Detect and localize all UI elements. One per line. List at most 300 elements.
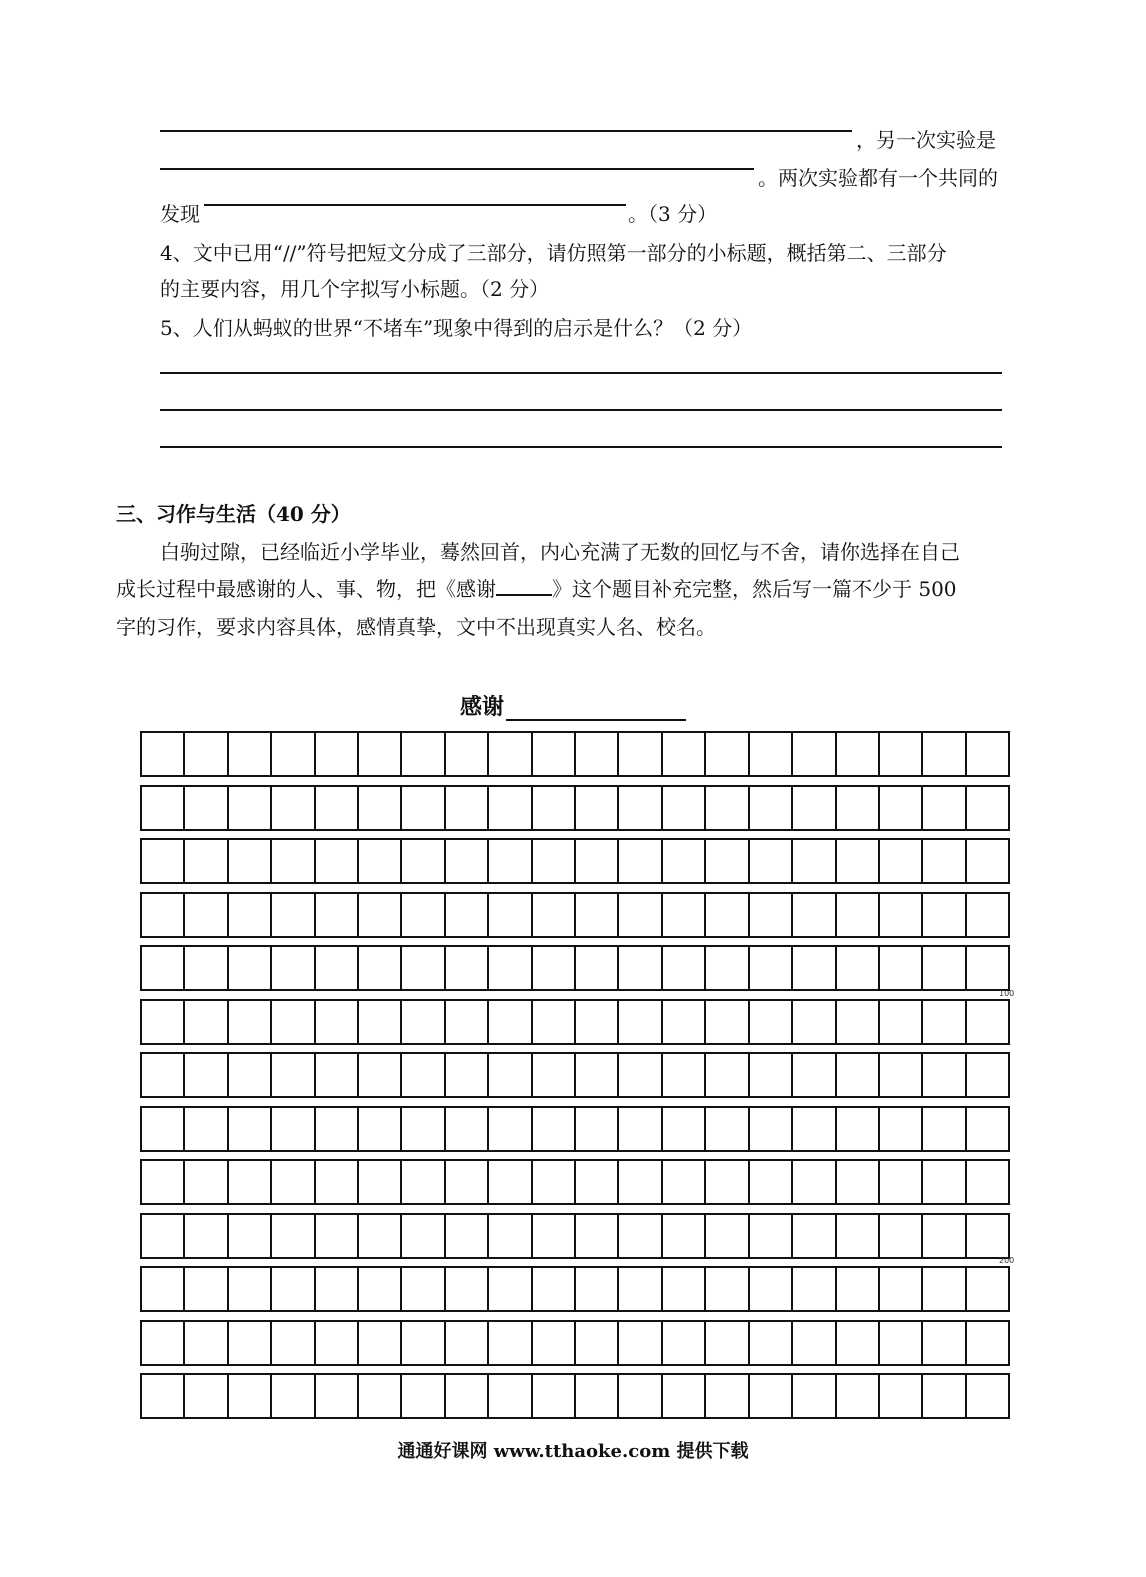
q5-answer-line-3[interactable]: [160, 446, 1002, 448]
grid-cell[interactable]: [967, 733, 1008, 775]
grid-cell[interactable]: [923, 840, 966, 882]
grid-cell[interactable]: [402, 1108, 445, 1150]
grid-cell[interactable]: [923, 1001, 966, 1043]
grid-row: [140, 1106, 1010, 1152]
grid-cell[interactable]: [359, 1322, 402, 1364]
grid-cell[interactable]: [706, 894, 749, 936]
grid-cell[interactable]: [967, 787, 1008, 829]
grid-cell[interactable]: [793, 787, 836, 829]
grid-cell[interactable]: [533, 1054, 576, 1096]
grid-cell[interactable]: [576, 1322, 619, 1364]
grid-cell[interactable]: [793, 1054, 836, 1096]
marker-100: 100: [999, 989, 1015, 998]
grid-cell[interactable]: [923, 1108, 966, 1150]
grid-cell[interactable]: [359, 1375, 402, 1417]
grid-cell[interactable]: [923, 894, 966, 936]
grid-cell[interactable]: [229, 947, 272, 989]
grid-cell[interactable]: [837, 1054, 880, 1096]
grid-cell[interactable]: [359, 1268, 402, 1310]
grid-cell[interactable]: [576, 1215, 619, 1257]
grid-cell[interactable]: [185, 1108, 228, 1150]
grid-cell[interactable]: [967, 840, 1008, 882]
grid-cell[interactable]: [185, 1161, 228, 1203]
grid-cell[interactable]: [706, 1322, 749, 1364]
grid-cell[interactable]: [142, 787, 185, 829]
grid-cell[interactable]: [880, 1161, 923, 1203]
grid-cell[interactable]: [923, 947, 966, 989]
grid-cell[interactable]: [750, 947, 793, 989]
grid-cell[interactable]: [272, 894, 315, 936]
grid-cell[interactable]: [229, 1001, 272, 1043]
grid-cell[interactable]: [619, 1375, 662, 1417]
grid-cell[interactable]: [229, 1268, 272, 1310]
grid-cell[interactable]: [316, 1322, 359, 1364]
grid-cell[interactable]: [489, 1001, 532, 1043]
grid-cell[interactable]: [229, 840, 272, 882]
grid-cell[interactable]: [576, 787, 619, 829]
grid-cell[interactable]: [185, 733, 228, 775]
grid-cell[interactable]: [359, 733, 402, 775]
grid-cell[interactable]: [533, 1322, 576, 1364]
grid-cell[interactable]: [316, 1375, 359, 1417]
grid-cell[interactable]: [359, 1215, 402, 1257]
grid-cell[interactable]: [446, 787, 489, 829]
grid-cell[interactable]: [793, 733, 836, 775]
grid-cell[interactable]: [880, 787, 923, 829]
grid-cell[interactable]: [923, 733, 966, 775]
grid-cell[interactable]: [229, 1161, 272, 1203]
grid-cell[interactable]: [359, 1001, 402, 1043]
grid-cell[interactable]: [359, 840, 402, 882]
section-3-para-line-2: [116, 576, 957, 601]
grid-cell[interactable]: [185, 1268, 228, 1310]
grid-cell[interactable]: [316, 840, 359, 882]
grid-cell[interactable]: [750, 1375, 793, 1417]
grid-cell[interactable]: [750, 1108, 793, 1150]
grid-cell[interactable]: [880, 1215, 923, 1257]
grid-cell[interactable]: [837, 1001, 880, 1043]
grid-cell[interactable]: [793, 1375, 836, 1417]
grid-cell[interactable]: [142, 947, 185, 989]
grid-cell[interactable]: [750, 1001, 793, 1043]
grid-cell[interactable]: [185, 1215, 228, 1257]
grid-cell[interactable]: [533, 1161, 576, 1203]
grid-row: [140, 1373, 1010, 1419]
grid-cell[interactable]: [967, 1161, 1008, 1203]
grid-cell[interactable]: [316, 1108, 359, 1150]
grid-cell[interactable]: [880, 1108, 923, 1150]
grid-cell[interactable]: [880, 1001, 923, 1043]
grid-cell[interactable]: [142, 894, 185, 936]
marker-200: 200: [999, 1256, 1015, 1265]
grid-cell[interactable]: [229, 1322, 272, 1364]
q5-text: 5、人们从蚂蚁的世界“不堵车”现象中得到的启示是什么？（2 分）: [160, 316, 753, 340]
grid-cell[interactable]: [880, 1268, 923, 1310]
grid-cell[interactable]: [272, 1215, 315, 1257]
grid-cell[interactable]: [316, 1001, 359, 1043]
q3-answer-line-2[interactable]: [160, 168, 754, 170]
grid-cell[interactable]: [619, 947, 662, 989]
para-line-2-part-a: 成长过程中最感谢的人、事、物，把《感谢: [116, 577, 496, 601]
q3-line2-suffix: 。两次实验都有一个共同的: [758, 166, 998, 190]
grid-cell[interactable]: [967, 1001, 1008, 1043]
grid-cell[interactable]: [446, 733, 489, 775]
grid-cell[interactable]: [706, 840, 749, 882]
grid-cell[interactable]: [619, 787, 662, 829]
grid-cell[interactable]: [967, 1375, 1008, 1417]
grid-cell[interactable]: [663, 840, 706, 882]
grid-cell[interactable]: [402, 1161, 445, 1203]
grid-cell[interactable]: [533, 1001, 576, 1043]
grid-cell[interactable]: [619, 1001, 662, 1043]
grid-cell[interactable]: [359, 787, 402, 829]
grid-cell[interactable]: [663, 947, 706, 989]
grid-cell[interactable]: [576, 894, 619, 936]
grid-row: [140, 1320, 1010, 1366]
grid-cell[interactable]: [663, 894, 706, 936]
grid-row: [140, 892, 1010, 938]
grid-cell[interactable]: [272, 947, 315, 989]
grid-cell[interactable]: [706, 1001, 749, 1043]
grid-cell[interactable]: [880, 894, 923, 936]
grid-cell[interactable]: [706, 1375, 749, 1417]
grid-cell[interactable]: [706, 1161, 749, 1203]
grid-row: [140, 785, 1010, 831]
grid-cell[interactable]: [142, 1322, 185, 1364]
grid-cell[interactable]: [229, 733, 272, 775]
grid-cell[interactable]: [272, 840, 315, 882]
grid-cell[interactable]: [272, 1375, 315, 1417]
grid-cell[interactable]: [793, 1001, 836, 1043]
grid-cell[interactable]: [489, 1375, 532, 1417]
grid-cell[interactable]: [489, 1268, 532, 1310]
grid-cell[interactable]: [967, 947, 1008, 989]
grid-cell[interactable]: [837, 1322, 880, 1364]
grid-cell[interactable]: [576, 1108, 619, 1150]
grid-cell[interactable]: [793, 840, 836, 882]
grid-cell[interactable]: [663, 1375, 706, 1417]
grid-cell[interactable]: [750, 1215, 793, 1257]
grid-cell[interactable]: [229, 1375, 272, 1417]
grid-cell[interactable]: [142, 1375, 185, 1417]
grid-cell[interactable]: [619, 1215, 662, 1257]
grid-cell[interactable]: [793, 1268, 836, 1310]
grid-cell[interactable]: [446, 1375, 489, 1417]
grid-cell[interactable]: [533, 1108, 576, 1150]
grid-cell[interactable]: [576, 1001, 619, 1043]
grid-cell[interactable]: [446, 894, 489, 936]
grid-cell[interactable]: [272, 1001, 315, 1043]
grid-cell[interactable]: [402, 787, 445, 829]
grid-cell[interactable]: [402, 1268, 445, 1310]
grid-cell[interactable]: [576, 1054, 619, 1096]
grid-cell[interactable]: [706, 1108, 749, 1150]
grid-cell[interactable]: [359, 1161, 402, 1203]
grid-cell[interactable]: [316, 894, 359, 936]
grid-cell[interactable]: [142, 1054, 185, 1096]
grid-cell[interactable]: [923, 1375, 966, 1417]
grid-cell[interactable]: [967, 1322, 1008, 1364]
grid-cell[interactable]: [359, 894, 402, 936]
grid-cell[interactable]: [750, 787, 793, 829]
grid-cell[interactable]: [837, 840, 880, 882]
grid-cell[interactable]: [967, 1268, 1008, 1310]
grid-cell[interactable]: [750, 1268, 793, 1310]
grid-cell[interactable]: [837, 1108, 880, 1150]
grid-cell[interactable]: [576, 947, 619, 989]
grid-cell[interactable]: [229, 894, 272, 936]
grid-cell[interactable]: [142, 840, 185, 882]
grid-cell[interactable]: [533, 1215, 576, 1257]
grid-cell[interactable]: [793, 1108, 836, 1150]
grid-cell[interactable]: [663, 1322, 706, 1364]
grid-cell[interactable]: [272, 1322, 315, 1364]
essay-title-text: 感谢: [460, 694, 505, 720]
grid-cell[interactable]: [142, 1001, 185, 1043]
grid-cell[interactable]: [880, 733, 923, 775]
grid-cell[interactable]: [316, 787, 359, 829]
grid-cell[interactable]: [316, 1215, 359, 1257]
q4-line-1: 4、文中已用“//”符号把短文分成了三部分，请仿照第一部分的小标题，概括第二、三部分: [160, 241, 947, 265]
grid-cell[interactable]: [446, 1268, 489, 1310]
grid-cell[interactable]: [663, 1108, 706, 1150]
grid-cell[interactable]: [142, 733, 185, 775]
grid-row: [140, 999, 1010, 1045]
grid-cell[interactable]: [533, 733, 576, 775]
grid-cell[interactable]: [489, 1215, 532, 1257]
grid-row: [140, 1266, 1010, 1312]
grid-cell[interactable]: [923, 1215, 966, 1257]
grid-cell[interactable]: [619, 840, 662, 882]
section-3-para-line-3: 字的习作，要求内容具体，感情真挚，文中不出现真实人名、校名。: [116, 615, 716, 639]
grid-cell[interactable]: [272, 1054, 315, 1096]
grid-cell[interactable]: [272, 787, 315, 829]
grid-cell[interactable]: [185, 1001, 228, 1043]
q4-line-2: 的主要内容，用几个字拟写小标题。（2 分）: [160, 277, 550, 301]
grid-cell[interactable]: [446, 1215, 489, 1257]
grid-cell[interactable]: [837, 1215, 880, 1257]
grid-cell[interactable]: [663, 733, 706, 775]
grid-cell[interactable]: [750, 894, 793, 936]
q3-answer-line-1[interactable]: [160, 130, 852, 132]
grid-cell[interactable]: [533, 1375, 576, 1417]
grid-cell[interactable]: [793, 1161, 836, 1203]
grid-cell[interactable]: [489, 787, 532, 829]
grid-cell[interactable]: [706, 947, 749, 989]
grid-cell[interactable]: [706, 787, 749, 829]
grid-cell[interactable]: [619, 733, 662, 775]
title-blank[interactable]: [496, 576, 552, 596]
grid-cell[interactable]: [272, 1108, 315, 1150]
grid-cell[interactable]: [359, 1108, 402, 1150]
grid-cell[interactable]: [402, 840, 445, 882]
grid-cell[interactable]: [793, 1322, 836, 1364]
grid-cell[interactable]: [489, 894, 532, 936]
grid-cell[interactable]: [750, 840, 793, 882]
grid-cell[interactable]: [489, 1054, 532, 1096]
grid-cell[interactable]: [272, 1161, 315, 1203]
grid-cell[interactable]: [967, 1215, 1008, 1257]
grid-cell[interactable]: [446, 1054, 489, 1096]
grid-cell[interactable]: [446, 1161, 489, 1203]
grid-cell[interactable]: [185, 947, 228, 989]
grid-cell[interactable]: [489, 733, 532, 775]
grid-cell[interactable]: [837, 733, 880, 775]
grid-cell[interactable]: [837, 947, 880, 989]
grid-cell[interactable]: [793, 947, 836, 989]
grid-cell[interactable]: [185, 1054, 228, 1096]
grid-cell[interactable]: [619, 1054, 662, 1096]
grid-cell[interactable]: [489, 947, 532, 989]
grid-row: [140, 1052, 1010, 1098]
footer-text: 通通好课网 www.tthaoke.com 提供下载: [397, 1441, 749, 1462]
grid-cell[interactable]: [185, 787, 228, 829]
grid-cell[interactable]: [837, 1161, 880, 1203]
grid-cell[interactable]: [619, 1322, 662, 1364]
grid-cell[interactable]: [229, 1054, 272, 1096]
grid-cell[interactable]: [706, 1054, 749, 1096]
grid-cell[interactable]: [923, 1161, 966, 1203]
grid-cell[interactable]: [923, 1054, 966, 1096]
grid-cell[interactable]: [619, 1268, 662, 1310]
grid-cell[interactable]: [619, 1108, 662, 1150]
grid-cell[interactable]: [533, 1268, 576, 1310]
grid-cell[interactable]: [402, 947, 445, 989]
grid-cell[interactable]: [446, 1108, 489, 1150]
grid-cell[interactable]: [402, 1322, 445, 1364]
grid-cell[interactable]: [663, 1215, 706, 1257]
grid-cell[interactable]: [229, 1215, 272, 1257]
grid-cell[interactable]: [142, 1268, 185, 1310]
grid-cell[interactable]: [489, 1108, 532, 1150]
q5-answer-line-2[interactable]: [160, 409, 1002, 411]
grid-cell[interactable]: [316, 1268, 359, 1310]
grid-cell[interactable]: [402, 894, 445, 936]
grid-cell[interactable]: [793, 894, 836, 936]
para-line-2-part-b: 》这个题目补充完整，然后写一篇不少于 500: [552, 577, 957, 601]
q5-answer-line-1[interactable]: [160, 372, 1002, 374]
grid-cell[interactable]: [750, 1322, 793, 1364]
grid-cell[interactable]: [706, 1215, 749, 1257]
grid-cell[interactable]: [446, 840, 489, 882]
grid-cell[interactable]: [533, 894, 576, 936]
grid-cell[interactable]: [663, 787, 706, 829]
grid-cell[interactable]: [576, 1161, 619, 1203]
section-3-para-line-1: 白驹过隙，已经临近小学毕业，蓦然回首，内心充满了无数的回忆与不舍，请你选择在自己: [160, 540, 960, 564]
grid-cell[interactable]: [750, 1161, 793, 1203]
grid-cell[interactable]: [185, 840, 228, 882]
grid-cell[interactable]: [316, 733, 359, 775]
q3-line3-suffix: 。（3 分）: [628, 202, 718, 226]
grid-cell[interactable]: [446, 1322, 489, 1364]
grid-cell[interactable]: [229, 787, 272, 829]
grid-cell[interactable]: [837, 894, 880, 936]
grid-cell[interactable]: [663, 1268, 706, 1310]
grid-cell[interactable]: [576, 840, 619, 882]
grid-cell[interactable]: [967, 1108, 1008, 1150]
section-3-heading: 三、习作与生活（40 分）: [116, 502, 351, 526]
grid-cell[interactable]: [880, 840, 923, 882]
grid-cell[interactable]: [837, 1268, 880, 1310]
grid-cell[interactable]: [489, 840, 532, 882]
grid-cell[interactable]: [663, 1001, 706, 1043]
grid-cell[interactable]: [489, 1161, 532, 1203]
grid-cell[interactable]: [142, 1215, 185, 1257]
grid-cell[interactable]: [923, 787, 966, 829]
grid-row: [140, 1213, 1010, 1259]
grid-cell[interactable]: [142, 1108, 185, 1150]
grid-cell[interactable]: [142, 1161, 185, 1203]
grid-cell[interactable]: [619, 1161, 662, 1203]
q3-line1-suffix: ，另一次实验是: [856, 128, 996, 152]
grid-cell[interactable]: [402, 1001, 445, 1043]
grid-cell[interactable]: [750, 1054, 793, 1096]
grid-cell[interactable]: [576, 733, 619, 775]
grid-cell[interactable]: [185, 1375, 228, 1417]
grid-cell[interactable]: [576, 1375, 619, 1417]
grid-cell[interactable]: [185, 894, 228, 936]
grid-cell[interactable]: [706, 1268, 749, 1310]
grid-cell[interactable]: [402, 733, 445, 775]
grid-cell[interactable]: [880, 1322, 923, 1364]
grid-cell[interactable]: [229, 1108, 272, 1150]
grid-cell[interactable]: [837, 787, 880, 829]
grid-cell[interactable]: [923, 1268, 966, 1310]
grid-row: [140, 1159, 1010, 1205]
grid-cell[interactable]: [316, 1054, 359, 1096]
grid-cell[interactable]: [446, 947, 489, 989]
essay-title-blank[interactable]: [506, 697, 686, 721]
grid-cell[interactable]: [967, 1054, 1008, 1096]
grid-cell[interactable]: [272, 1268, 315, 1310]
grid-cell[interactable]: [967, 894, 1008, 936]
q3-line3-prefix: 发现: [160, 202, 200, 226]
essay-title: [460, 690, 686, 721]
grid-cell[interactable]: [185, 1322, 228, 1364]
grid-row: [140, 731, 1010, 777]
grid-cell[interactable]: [533, 787, 576, 829]
grid-cell[interactable]: [402, 1054, 445, 1096]
grid-cell[interactable]: [663, 1054, 706, 1096]
grid-cell[interactable]: [402, 1375, 445, 1417]
grid-cell[interactable]: [750, 733, 793, 775]
grid-cell[interactable]: [489, 1322, 532, 1364]
grid-row: [140, 945, 1010, 991]
grid-row: [140, 838, 1010, 884]
grid-cell[interactable]: [706, 733, 749, 775]
grid-cell[interactable]: [837, 1375, 880, 1417]
essay-grid: [140, 731, 1010, 1427]
grid-cell[interactable]: [446, 1001, 489, 1043]
grid-cell[interactable]: [316, 947, 359, 989]
grid-cell[interactable]: [576, 1268, 619, 1310]
grid-cell[interactable]: [793, 1215, 836, 1257]
grid-cell[interactable]: [316, 1161, 359, 1203]
grid-cell[interactable]: [619, 894, 662, 936]
q3-answer-line-3[interactable]: [204, 204, 626, 206]
grid-cell[interactable]: [923, 1322, 966, 1364]
grid-cell[interactable]: [880, 1054, 923, 1096]
grid-cell[interactable]: [533, 947, 576, 989]
grid-cell[interactable]: [663, 1161, 706, 1203]
grid-cell[interactable]: [359, 1054, 402, 1096]
grid-cell[interactable]: [359, 947, 402, 989]
grid-cell[interactable]: [880, 947, 923, 989]
grid-cell[interactable]: [533, 840, 576, 882]
grid-cell[interactable]: [880, 1375, 923, 1417]
grid-cell[interactable]: [402, 1215, 445, 1257]
grid-cell[interactable]: [272, 733, 315, 775]
